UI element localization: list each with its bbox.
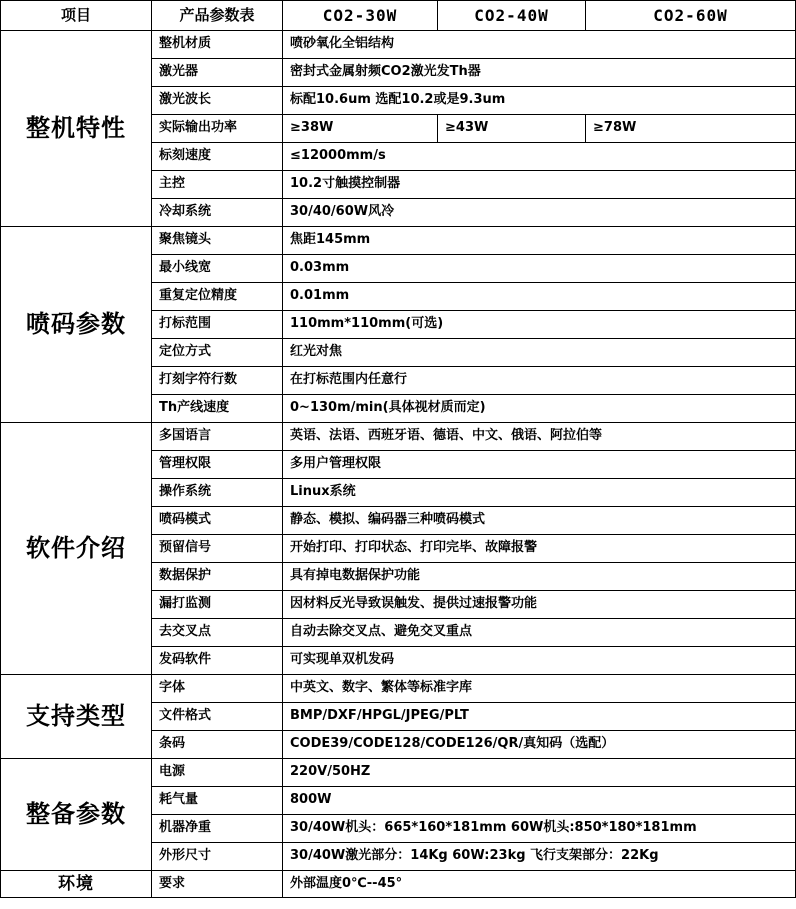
param-value: 30/40/60W风冷 [283, 199, 796, 227]
param-value: 喷砂氧化全铝结构 [283, 31, 796, 59]
param-value-model-2: ≥43W [438, 115, 586, 143]
category-label: 喷码参数 [1, 227, 152, 423]
param-value: 静态、模拟、编码器三种喷码模式 [283, 507, 796, 535]
param-name: 去交叉点 [152, 619, 283, 647]
param-name: 外形尺寸 [152, 843, 283, 871]
param-name: 整机材质 [152, 31, 283, 59]
param-value: 在打标范围内任意行 [283, 367, 796, 395]
param-value: 10.2寸触摸控制器 [283, 171, 796, 199]
param-name: 操作系统 [152, 479, 283, 507]
param-name: 多国语言 [152, 423, 283, 451]
param-value-model-3: ≥78W [586, 115, 796, 143]
param-value: Linux系统 [283, 479, 796, 507]
header-item: 项目 [1, 1, 152, 31]
param-name: 激光器 [152, 59, 283, 87]
param-value: 自动去除交叉点、避免交叉重点 [283, 619, 796, 647]
param-value: 密封式金属射频CO2激光发Th器 [283, 59, 796, 87]
header-row [1, 1, 796, 31]
param-name: 预留信号 [152, 535, 283, 563]
spec-row [1, 675, 796, 703]
param-value: 可实现单双机发码 [283, 647, 796, 675]
param-name: 标刻速度 [152, 143, 283, 171]
param-name: 主控 [152, 171, 283, 199]
category-label: 整机特性 [1, 31, 152, 227]
spec-row [1, 227, 796, 255]
param-name: 重复定位精度 [152, 283, 283, 311]
header-model-40w: CO2-40W [438, 1, 586, 31]
param-name: 耗气量 [152, 787, 283, 815]
param-name: 激光波长 [152, 87, 283, 115]
param-name: 漏打监测 [152, 591, 283, 619]
param-value: 英语、法语、西班牙语、德语、中文、俄语、阿拉伯等 [283, 423, 796, 451]
param-name: 定位方式 [152, 339, 283, 367]
param-name: 数据保护 [152, 563, 283, 591]
param-value: BMP/DXF/HPGL/JPEG/PLT [283, 703, 796, 731]
param-value: 800W [283, 787, 796, 815]
param-name: Th产线速度 [152, 395, 283, 423]
param-name: 最小线宽 [152, 255, 283, 283]
param-value: 红光对焦 [283, 339, 796, 367]
param-name: 实际输出功率 [152, 115, 283, 143]
param-name: 冷却系统 [152, 199, 283, 227]
param-value: 220V/50HZ [283, 759, 796, 787]
header-model-30w: CO2-30W [283, 1, 438, 31]
param-value: 0~130m/min(具体视材质而定) [283, 395, 796, 423]
param-name: 条码 [152, 731, 283, 759]
param-value-model-1: ≥38W [283, 115, 438, 143]
param-value: 0.01mm [283, 283, 796, 311]
category-label: 支持类型 [1, 675, 152, 759]
param-value: CODE39/CODE128/CODE126/QR/真知码（选配） [283, 731, 796, 759]
param-value: 多用户管理权限 [283, 451, 796, 479]
spec-row [1, 423, 796, 451]
param-value: 焦距145mm [283, 227, 796, 255]
param-value: 110mm*110mm(可选) [283, 311, 796, 339]
param-name: 字体 [152, 675, 283, 703]
param-value: 30/40W机头：665*160*181mm 60W机头:850*180*181mm [283, 815, 796, 843]
param-name: 聚焦镜头 [152, 227, 283, 255]
spec-row [1, 759, 796, 787]
param-value: 30/40W激光部分：14Kg 60W:23kg 飞行支架部分：22Kg [283, 843, 796, 871]
param-name: 电源 [152, 759, 283, 787]
param-name: 喷码模式 [152, 507, 283, 535]
header-model-60w: CO2-60W [586, 1, 796, 31]
param-value: 因材料反光导致误触发、提供过速报警功能 [283, 591, 796, 619]
param-name: 打刻字符行数 [152, 367, 283, 395]
param-name: 机器净重 [152, 815, 283, 843]
header-params: 产品参数表 [152, 1, 283, 31]
category-label: 软件介绍 [1, 423, 152, 675]
param-value: 标配10.6um 选配10.2或是9.3um [283, 87, 796, 115]
param-name: 管理权限 [152, 451, 283, 479]
category-label: 环境 [1, 871, 152, 898]
param-value: 外部温度0℃--45° [283, 871, 796, 898]
param-value: 开始打印、打印状态、打印完毕、故障报警 [283, 535, 796, 563]
param-value: 具有掉电数据保护功能 [283, 563, 796, 591]
param-name: 发码软件 [152, 647, 283, 675]
spec-row [1, 31, 796, 59]
category-label: 整备参数 [1, 759, 152, 871]
param-value: 中英文、数字、繁体等标准字库 [283, 675, 796, 703]
param-name: 打标范围 [152, 311, 283, 339]
param-name: 文件格式 [152, 703, 283, 731]
param-name: 要求 [152, 871, 283, 898]
param-value: ≤12000mm/s [283, 143, 796, 171]
spec-row [1, 871, 796, 898]
param-value: 0.03mm [283, 255, 796, 283]
